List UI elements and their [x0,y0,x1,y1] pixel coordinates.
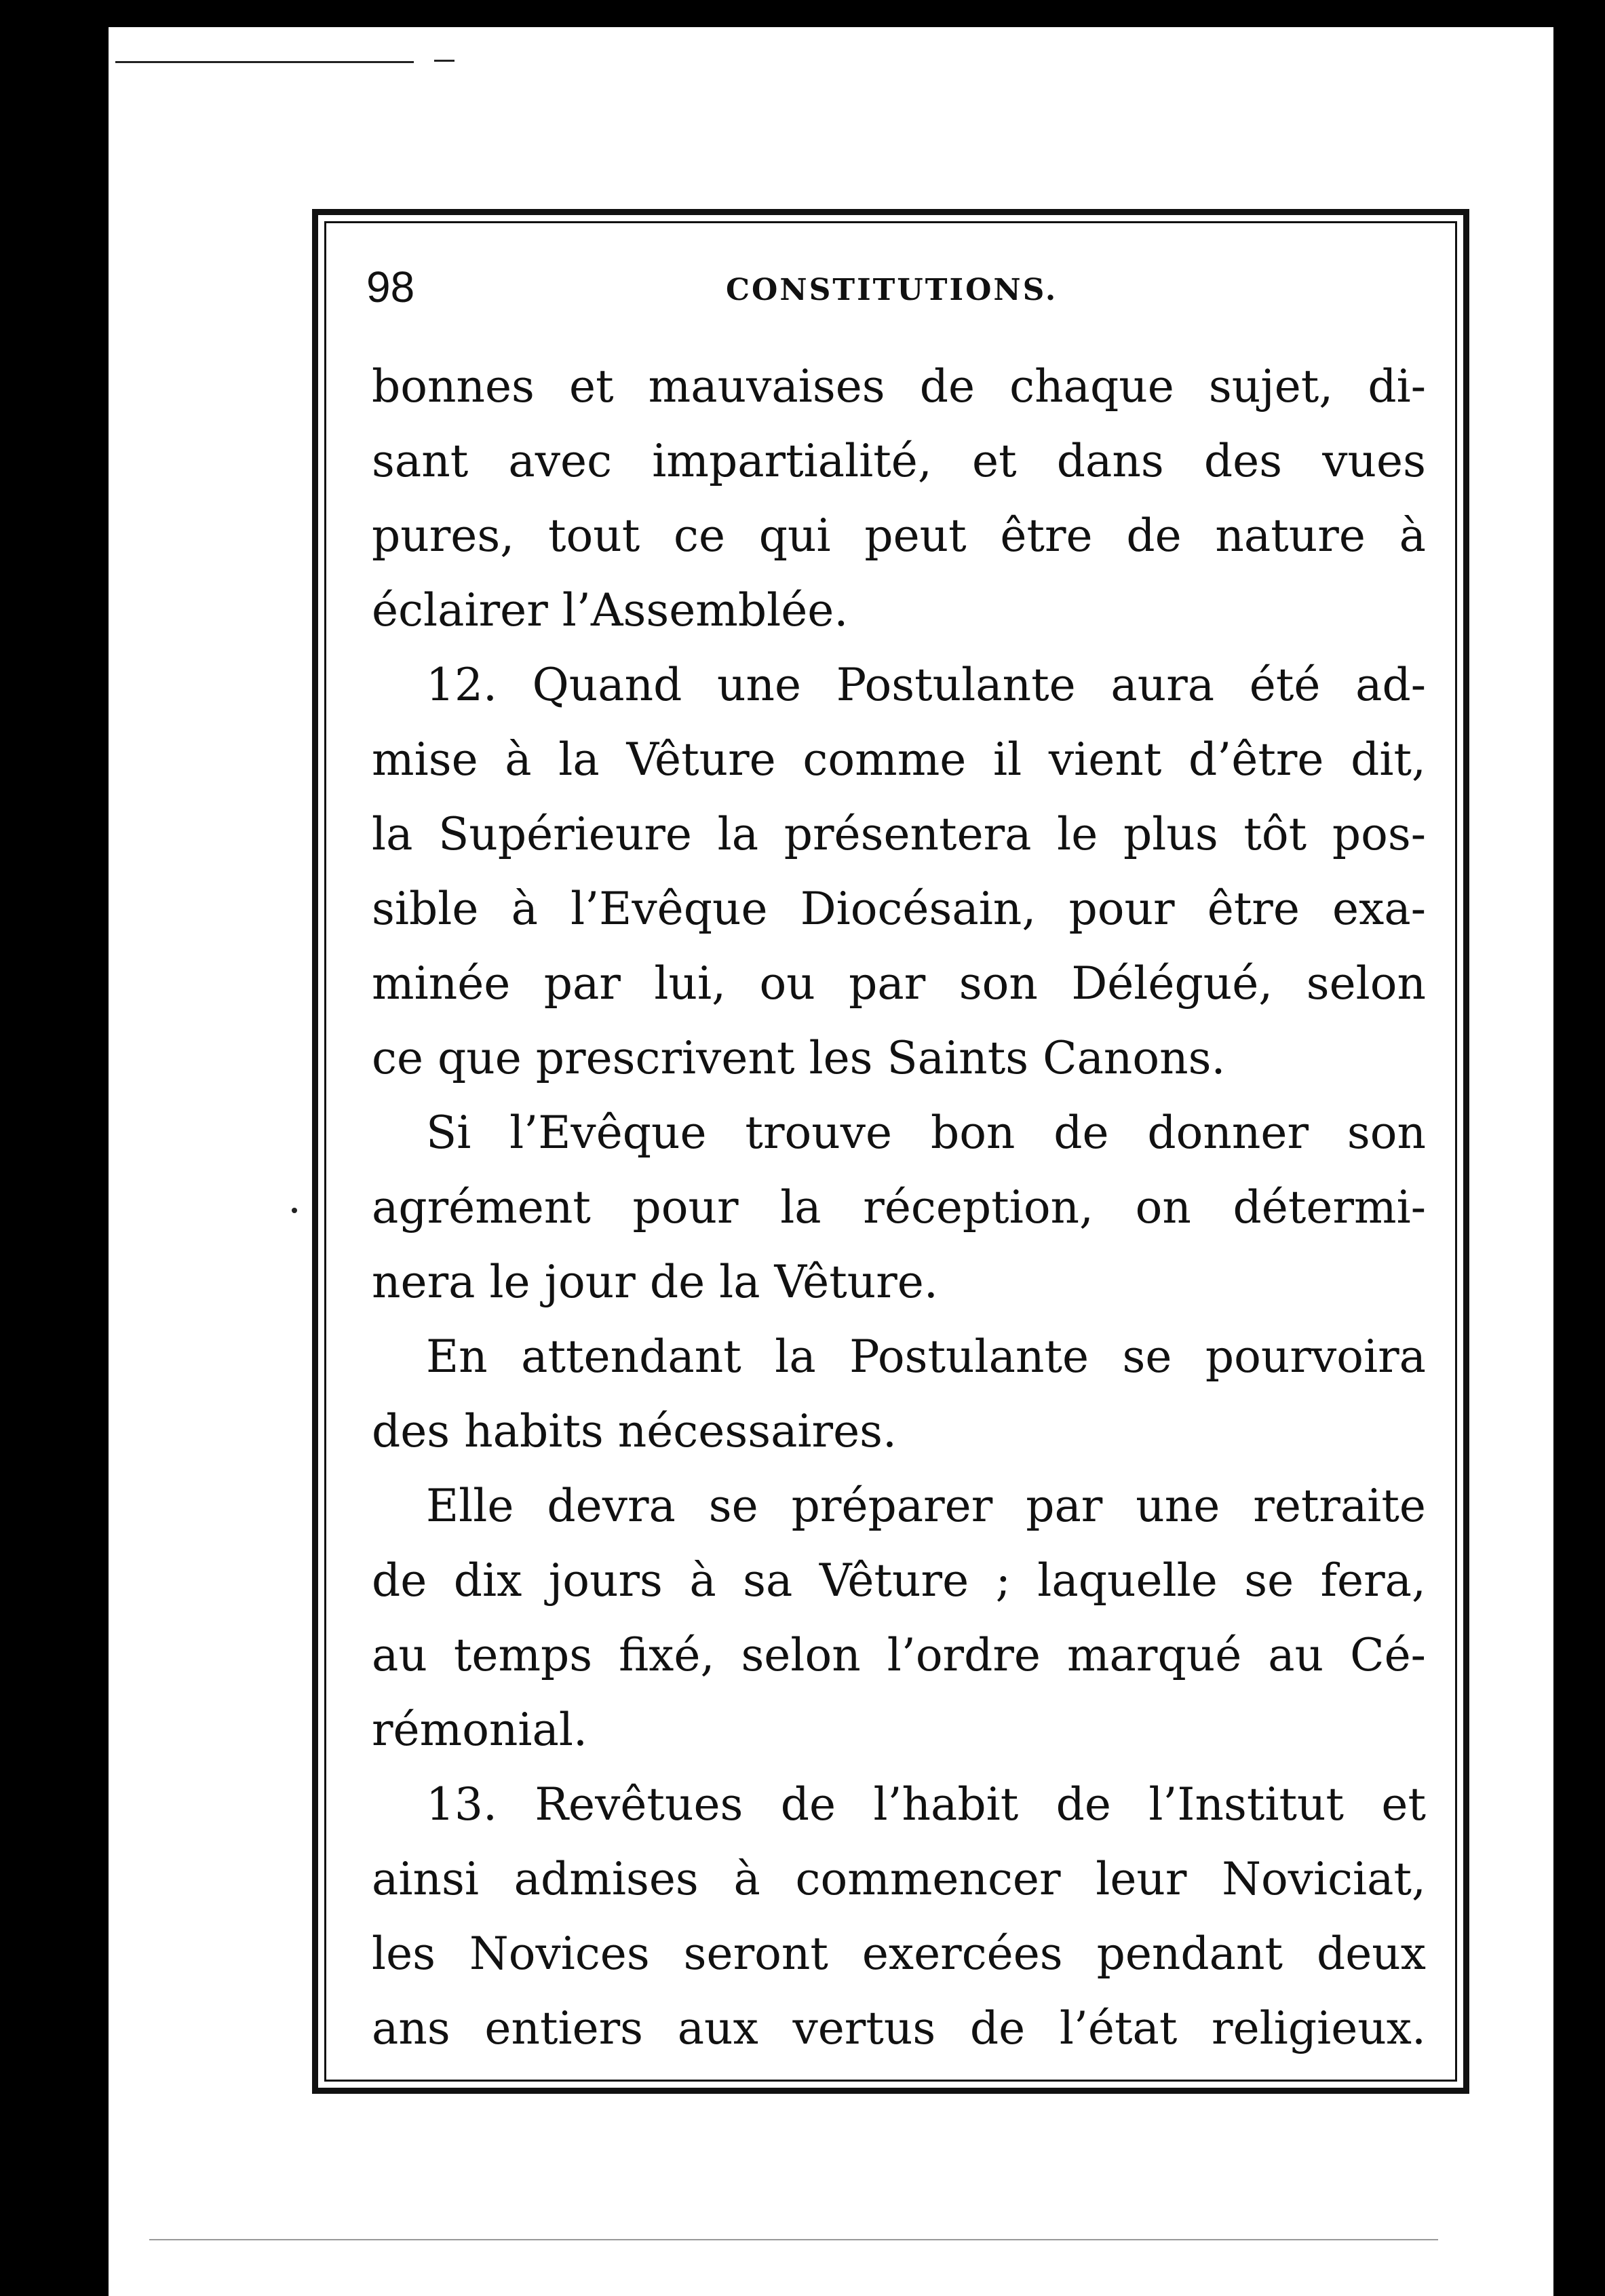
text-line: Si l’Evêque trouve bon de donner son [426,1107,1426,1159]
text-line: la Supérieure la présentera le plus tôt pos- [372,808,1426,860]
page-header [366,256,1431,318]
text-line: des habits nécessaires. [372,1405,897,1457]
text-line: Elle devra se préparer par une retraite [426,1480,1426,1532]
text-line: ans entiers aux vertus de l’état religieux. [372,2002,1426,2054]
text-line: En attendant la Postulante se pourvoira [426,1331,1426,1383]
scan-mark [115,61,414,63]
text-line: rémonial. [372,1704,587,1756]
text-line: les Novices seront exercées pendant deux [372,1928,1426,1980]
running-head: CONSTITUTIONS. [726,273,1058,307]
scan-mark [292,1208,297,1213]
text-line: éclairer l’Assemblée. [372,584,849,636]
text-line: minée par lui, ou par son Délégué, selon [372,957,1426,1010]
text-line: 12. Quand une Postulante aura été ad- [426,659,1426,711]
text-line: au temps fixé, selon l’ordre marqué au Cé- [372,1629,1426,1681]
text-line: sible à l’Evêque Diocésain, pour être exa- [372,883,1426,935]
text-line: pures, tout ce qui peut être de nature à [372,510,1426,562]
text-line: ainsi admises à commencer leur Noviciat, [372,1853,1426,1905]
scan-mark [149,2239,1438,2240]
text-line: mise à la Vêture comme il vient d’être dit, [372,733,1426,786]
text-line: bonnes et mauvaises de chaque sujet, di- [372,360,1426,413]
scan-mark [434,60,455,62]
text-line: nera le jour de la Vêture. [372,1256,938,1308]
text-line: ce que prescrivent les Saints Canons. [372,1032,1226,1084]
scan-edge [1560,0,1605,2296]
text-line: de dix jours à sa Vêture ; laquelle se fera, [372,1554,1426,1607]
body-text [372,349,1426,2066]
text-line: agrément pour la réception, on détermi- [372,1181,1426,1233]
text-line: 13. Revêtues de l’habit de l’Institut et [426,1778,1426,1831]
text-line: sant avec impartialité, et dans des vues [372,435,1426,487]
page-number: 98 [366,263,415,311]
